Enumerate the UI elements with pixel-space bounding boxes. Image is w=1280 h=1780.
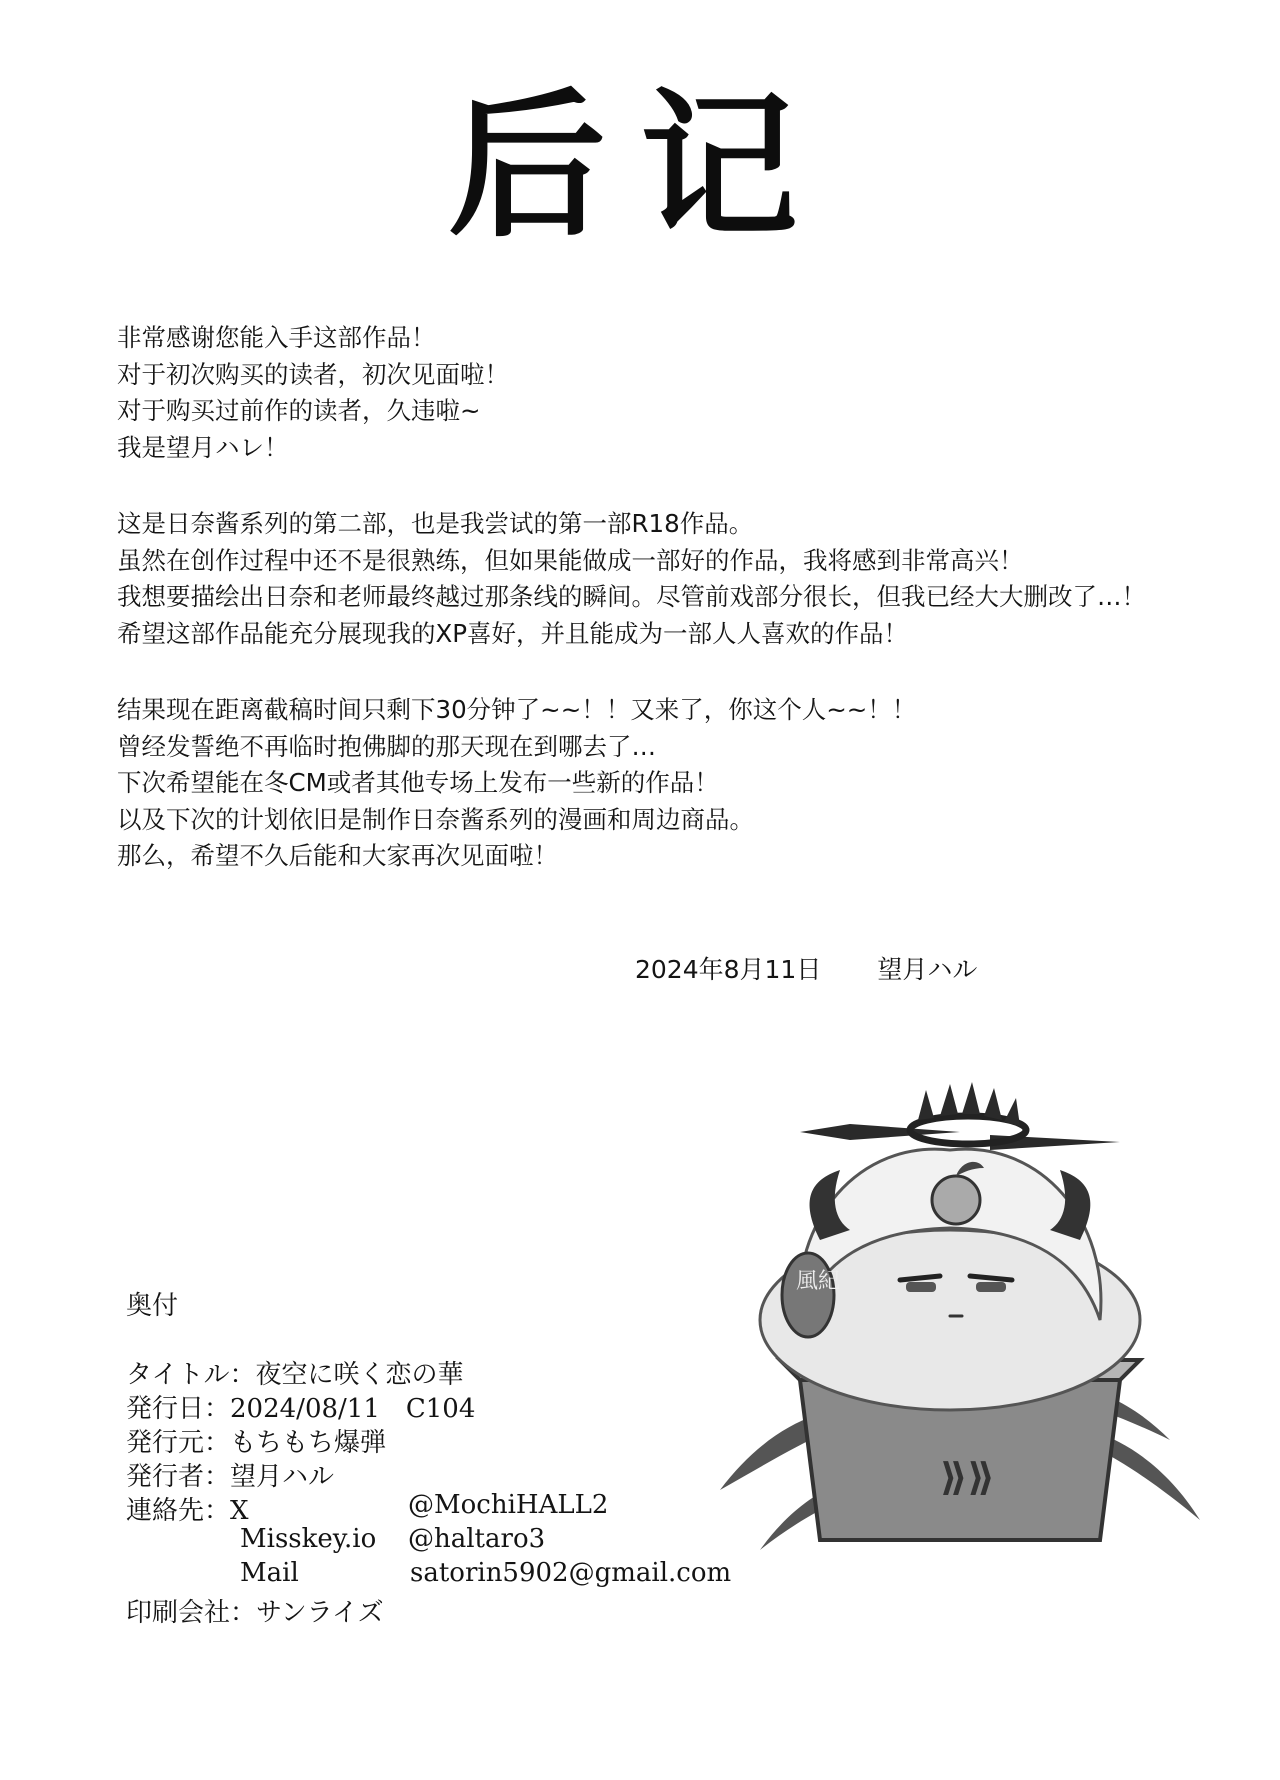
- armband-text: 風紀: [796, 1269, 841, 1294]
- text-line: 对于购买过前作的读者，久违啦~: [117, 396, 481, 425]
- author-label: 発行者：: [126, 1462, 231, 1492]
- printer-value: サンライズ: [256, 1598, 384, 1628]
- title-value: 夜空に咲く恋の華: [255, 1360, 464, 1390]
- mascot-illustration: [700, 1080, 1220, 1560]
- text-line: 我是望月ハレ！: [117, 432, 289, 462]
- text-line: 我想要描绘出日奈和老师最终越过那条线的瞬间。尽管前戏部分很长，但我已经大大删改了…！: [117, 582, 1146, 611]
- text-line: 虽然在创作过程中还不是很熟练，但如果能做成一部好的作品，我将感到非常高兴！: [117, 545, 1024, 575]
- text-line: 结果现在距离截稿时间只剩下30分钟了~~！！又来了，你这个人~~！！: [117, 695, 917, 724]
- halo-icon: [800, 1082, 1120, 1150]
- colophon-author-row: [126, 1456, 334, 1493]
- paragraph-greeting: [117, 320, 1217, 466]
- text-line: 非常感谢您能入手这部作品！: [117, 323, 436, 352]
- text-line: 以及下次的计划依旧是制作日奈酱系列的漫画和周边商品。: [117, 804, 754, 834]
- date-value: 2024/08/11 C104: [230, 1394, 476, 1424]
- publisher-value: もちもち爆弾: [230, 1428, 387, 1458]
- title-label: タイトル：: [126, 1360, 256, 1390]
- text-line: 希望这部作品能充分展现我的XP喜好，并且能成为一部人人喜欢的作品！: [117, 618, 909, 648]
- colophon-contact-row-mail: [240, 1558, 760, 1590]
- contact-service: Mail: [240, 1558, 299, 1588]
- contact-service: Misskey.io: [240, 1524, 377, 1554]
- page-title: 后记: [448, 75, 832, 259]
- colophon-contact-row-x: [126, 1490, 746, 1526]
- publisher-label: 発行元：: [126, 1428, 231, 1458]
- text-line: 对于初次购买的读者，初次见面啦！: [117, 359, 509, 389]
- signature-name: 望月ハル: [877, 955, 978, 984]
- contact-email-link[interactable]: satorin5902@gmail.com: [410, 1558, 732, 1588]
- colophon-contact-row-misskey: [240, 1524, 760, 1556]
- paragraph-closing: [117, 692, 1217, 875]
- text-line: 曾经发誓绝不再临时抱佛脚的那天现在到哪去了…: [117, 731, 656, 761]
- text-line: 这是日奈酱系列的第二部，也是我尝试的第一部R18作品。: [117, 509, 754, 538]
- contact-label: 連絡先：: [126, 1496, 231, 1526]
- text-line: 下次希望能在冬CM或者其他专场上发布一些新的作品！: [117, 768, 719, 797]
- date-label: 発行日：: [126, 1394, 231, 1424]
- text-line: 那么，希望不久后能和大家再次见面啦！: [117, 841, 558, 870]
- colophon-date-row: [126, 1388, 475, 1425]
- signature-date: 2024年8月11日: [635, 955, 822, 984]
- svg-text:⟫⟫: ⟫⟫: [940, 1455, 995, 1499]
- author-value: 望月ハル: [230, 1462, 335, 1492]
- colophon-printer-row: [126, 1592, 384, 1629]
- signature: [635, 950, 977, 986]
- printer-label: 印刷会社：: [126, 1598, 257, 1628]
- colophon-heading: 奥付: [126, 1291, 179, 1321]
- paragraph-about-work: [117, 506, 1217, 652]
- contact-service: X: [230, 1496, 249, 1526]
- orange-icon: [932, 1176, 980, 1224]
- contact-handle-link[interactable]: @MochiHALL2: [408, 1490, 609, 1520]
- contact-handle-link[interactable]: @haltaro3: [408, 1524, 546, 1554]
- colophon-publisher-row: [126, 1422, 386, 1459]
- colophon-title-row: [126, 1354, 464, 1391]
